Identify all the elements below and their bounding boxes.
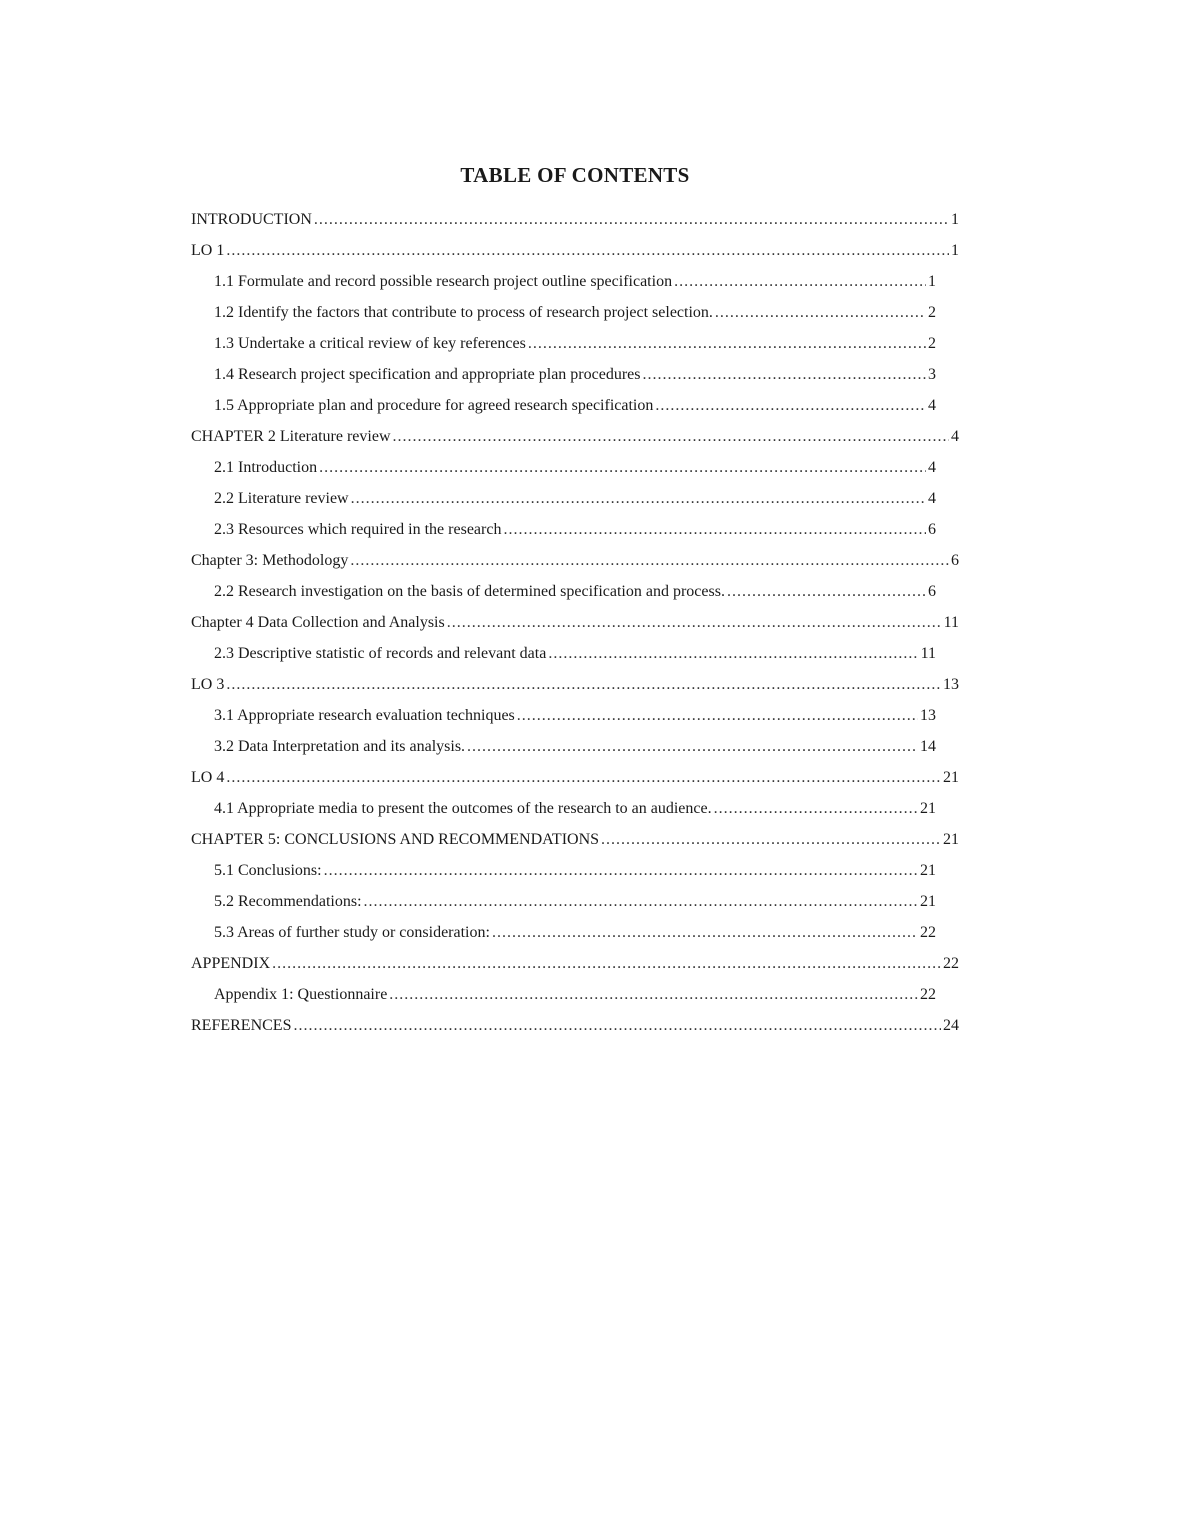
- toc-subentry[interactable]: [191, 266, 936, 297]
- toc-entry-title: 1.4 Research project specification and appropriate plan procedures: [214, 366, 641, 383]
- toc-entry[interactable]: [191, 669, 959, 700]
- dot-leader: [350, 545, 949, 576]
- toc-entry-title: 1.2 Identify the factors that contribute to process of research project selection.: [214, 304, 713, 321]
- toc-entry[interactable]: [191, 824, 959, 855]
- toc-entry-title: CHAPTER 5: CONCLUSIONS AND RECOMMENDATIONS: [191, 831, 600, 848]
- dot-leader: [467, 731, 918, 762]
- toc-subentry[interactable]: [191, 886, 936, 917]
- toc-entry-title: 2.2 Research investigation on the basis of determined specification and process.: [214, 583, 725, 600]
- toc-entry-title: 3.2 Data Interpretation and its analysis.: [214, 738, 466, 755]
- dot-leader: [548, 638, 918, 669]
- toc-entry-title: APPENDIX: [191, 955, 271, 972]
- toc-page-number: 24: [943, 1017, 959, 1034]
- toc-page-number: 6: [951, 552, 959, 569]
- toc-page-number: 1: [951, 211, 959, 228]
- toc-entry-title: LO 3: [191, 676, 225, 693]
- dot-leader: [655, 390, 926, 421]
- toc-subentry[interactable]: [191, 700, 936, 731]
- dot-leader: [503, 514, 926, 545]
- toc-page-number: 22: [920, 924, 936, 941]
- toc-page-number: 21: [920, 862, 936, 879]
- toc-entry-title: 2.1 Introduction: [214, 459, 318, 476]
- toc-subentry[interactable]: [191, 452, 936, 483]
- toc-list: [191, 204, 961, 1041]
- toc-page-number: 22: [920, 986, 936, 1003]
- toc-page-number: 3: [928, 366, 936, 383]
- dot-leader: [293, 1010, 941, 1041]
- toc-entry-title: LO 4: [191, 769, 225, 786]
- dot-leader: [727, 576, 926, 607]
- toc-subentry[interactable]: [191, 979, 936, 1010]
- toc-entry-title: 5.2 Recommendations:: [214, 893, 362, 910]
- dot-leader: [674, 266, 926, 297]
- dot-leader: [226, 669, 941, 700]
- toc-entry-title: Chapter 4 Data Collection and Analysis: [191, 614, 445, 631]
- toc-page-number: 13: [943, 676, 959, 693]
- toc-subentry[interactable]: [191, 483, 936, 514]
- toc-page-number: 13: [920, 707, 936, 724]
- dot-leader: [324, 855, 918, 886]
- toc-entry[interactable]: [191, 762, 959, 793]
- toc-entry-title: 5.1 Conclusions:: [214, 862, 322, 879]
- toc-page-number: 1: [951, 242, 959, 259]
- toc-entry-title: LO 1: [191, 242, 225, 259]
- toc-entry-title: 2.3 Resources which required in the research: [214, 521, 502, 538]
- dot-leader: [226, 762, 941, 793]
- toc-page-number: 4: [928, 397, 936, 414]
- toc-page-number: 21: [920, 893, 936, 910]
- toc-page-number: 6: [928, 583, 936, 600]
- toc-entry[interactable]: [191, 421, 959, 452]
- dot-leader: [517, 700, 918, 731]
- toc-entry[interactable]: [191, 948, 959, 979]
- toc-page-number: 22: [943, 955, 959, 972]
- toc-entry[interactable]: [191, 545, 959, 576]
- toc-entry[interactable]: [191, 1010, 959, 1041]
- toc-entry-title: 1.1 Formulate and record possible research project outline specification: [214, 273, 673, 290]
- toc-page-number: 21: [943, 769, 959, 786]
- toc-page-number: 4: [928, 490, 936, 507]
- dot-leader: [714, 793, 918, 824]
- toc-subentry[interactable]: [191, 297, 936, 328]
- toc-entry-title: Chapter 3: Methodology: [191, 552, 349, 569]
- toc-subentry[interactable]: [191, 514, 936, 545]
- dot-leader: [492, 917, 918, 948]
- dot-leader: [351, 483, 926, 514]
- toc-page-number: 11: [920, 645, 936, 662]
- toc-page-number: 1: [928, 273, 936, 290]
- toc-entry[interactable]: [191, 235, 959, 266]
- toc-subentry[interactable]: [191, 638, 936, 669]
- dot-leader: [364, 886, 918, 917]
- toc-subentry[interactable]: [191, 390, 936, 421]
- toc-page-number: 14: [920, 738, 936, 755]
- dot-leader: [319, 452, 926, 483]
- toc-entry[interactable]: [191, 607, 959, 638]
- page-title: TABLE OF CONTENTS: [460, 163, 690, 187]
- toc-page-number: 6: [928, 521, 936, 538]
- toc-page-number: 2: [928, 335, 936, 352]
- toc-subentry[interactable]: [191, 576, 936, 607]
- dot-leader: [389, 979, 918, 1010]
- toc-entry-title: CHAPTER 2 Literature review: [191, 428, 391, 445]
- toc-subentry[interactable]: [191, 359, 936, 390]
- toc-entry-title: 3.1 Appropriate research evaluation techniques: [214, 707, 515, 724]
- dot-leader: [447, 607, 942, 638]
- toc-page-number: 4: [951, 428, 959, 445]
- toc-subentry[interactable]: [191, 855, 936, 886]
- toc-page-number: 21: [920, 800, 936, 817]
- toc-entry-title: Appendix 1: Questionnaire: [214, 986, 388, 1003]
- toc-page-number: 4: [928, 459, 936, 476]
- toc-entry-title: 2.3 Descriptive statistic of records and relevant data: [214, 645, 547, 662]
- toc-entry-title: REFERENCES: [191, 1017, 292, 1034]
- toc-entry-title: 5.3 Areas of further study or consideration:: [214, 924, 490, 941]
- toc-entry-title: 1.3 Undertake a critical review of key references: [214, 335, 526, 352]
- toc-subentry[interactable]: [191, 731, 936, 762]
- toc-entry-title: 2.2 Literature review: [214, 490, 349, 507]
- toc-page-number: 11: [943, 614, 959, 631]
- toc-page-number: 2: [928, 304, 936, 321]
- toc-entry-title: 1.5 Appropriate plan and procedure for agreed research specification: [214, 397, 654, 414]
- dot-leader: [314, 204, 949, 235]
- dot-leader: [272, 948, 941, 979]
- toc-entry-title: INTRODUCTION: [191, 211, 312, 228]
- dot-leader: [528, 328, 926, 359]
- toc-entry[interactable]: [191, 204, 959, 235]
- toc-subentry[interactable]: [191, 917, 936, 948]
- dot-leader: [642, 359, 926, 390]
- dot-leader: [601, 824, 941, 855]
- dot-leader: [393, 421, 950, 452]
- dot-leader: [226, 235, 949, 266]
- toc-page-number: 21: [943, 831, 959, 848]
- dot-leader: [715, 297, 926, 328]
- toc-subentry[interactable]: [191, 793, 936, 824]
- toc-entry-title: 4.1 Appropriate media to present the outcomes of the research to an audience.: [214, 800, 712, 817]
- toc-subentry[interactable]: [191, 328, 936, 359]
